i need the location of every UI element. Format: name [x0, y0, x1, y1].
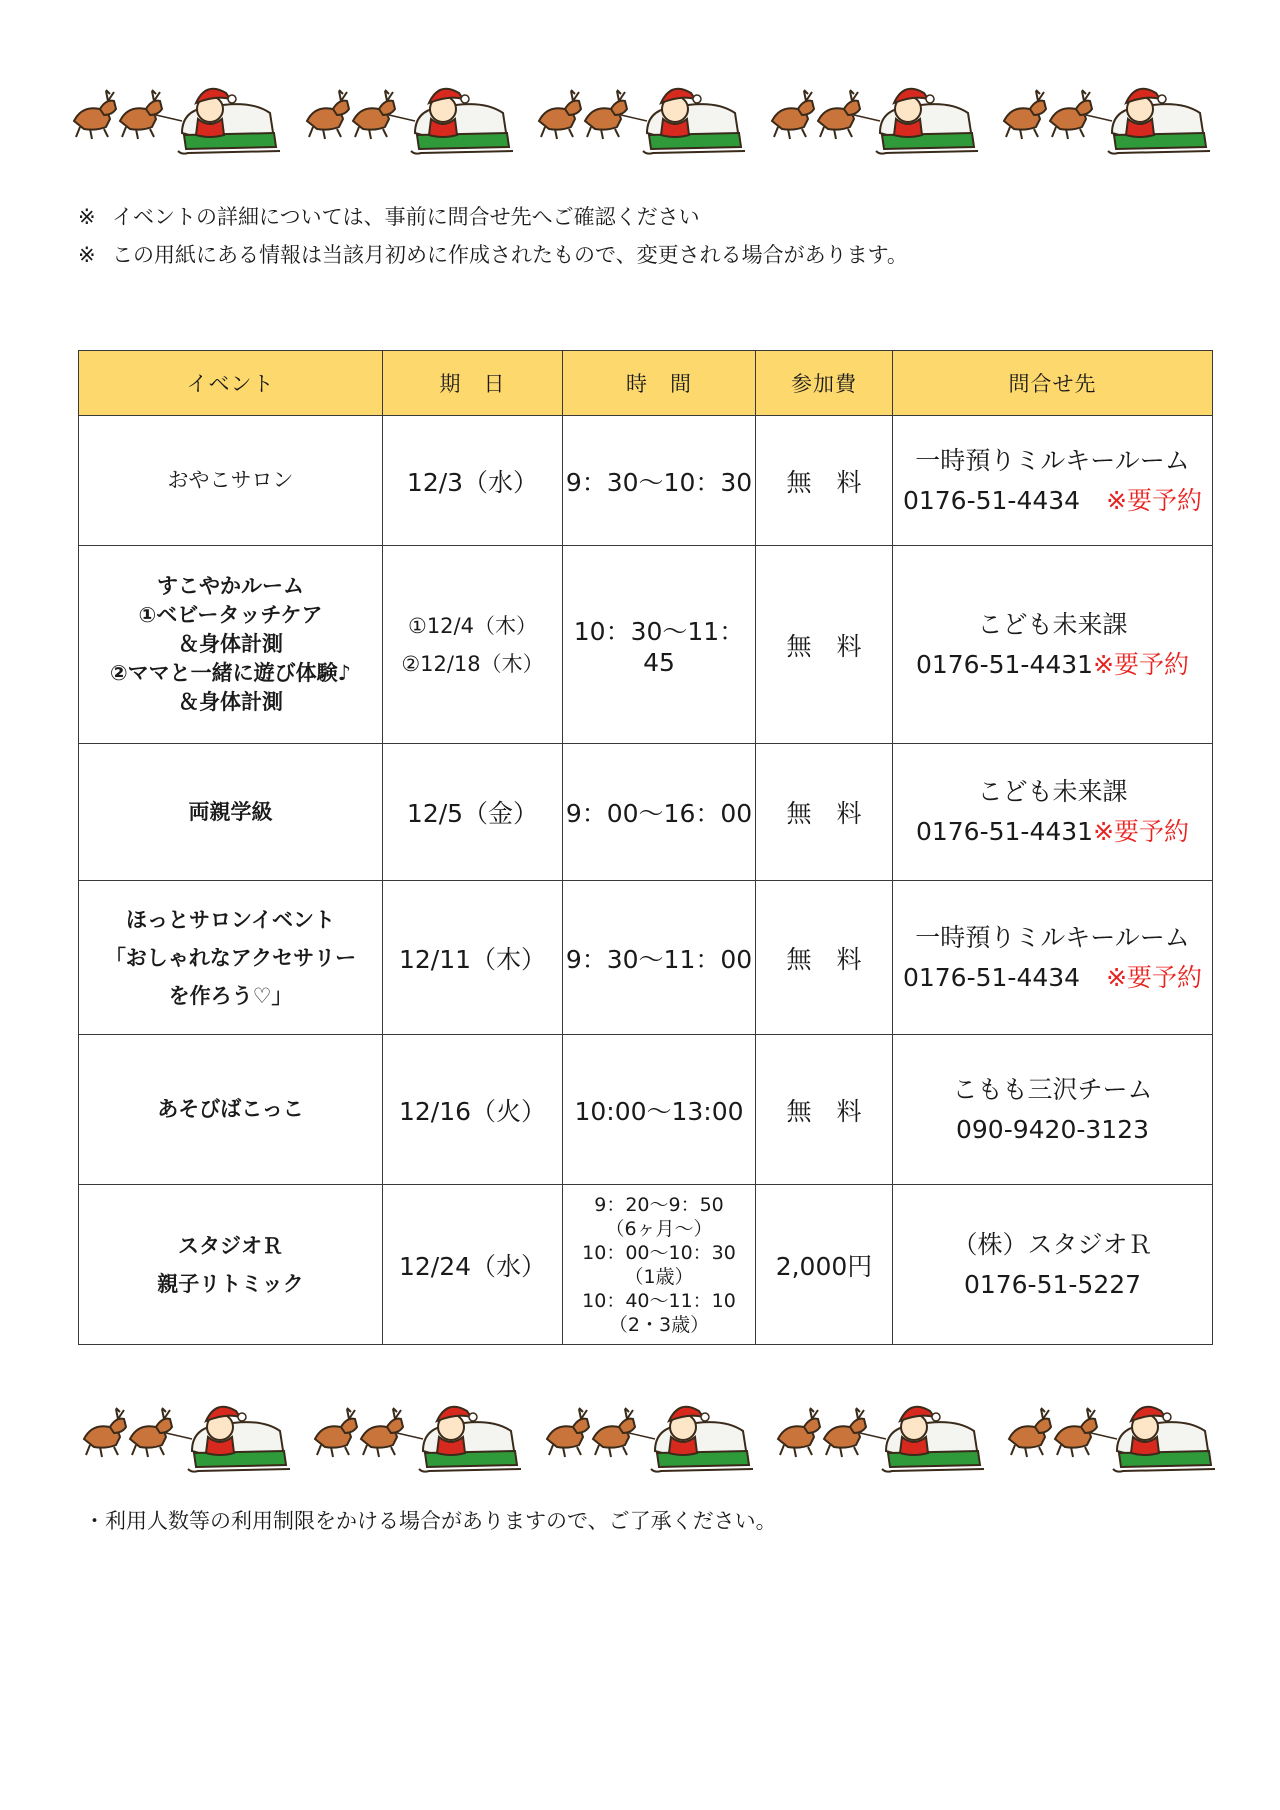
date-line: ②12/18（木）	[401, 651, 544, 676]
event-cell	[79, 744, 383, 881]
note-text: この用紙にある情報は当該月初めに作成されたもので、変更される場合があります。	[112, 243, 908, 267]
time-line: （6ヶ月～）	[605, 1217, 713, 1240]
santa-sleigh-reindeer-icon	[311, 1393, 521, 1473]
note-mark: ※	[78, 205, 96, 229]
contact-phone-line	[893, 812, 1212, 852]
contact-cell	[893, 881, 1213, 1035]
header-contact: 問合せ先	[893, 351, 1213, 416]
table-row	[79, 416, 1213, 546]
contact-name: こもも三沢チーム	[952, 1074, 1153, 1104]
event-line: 両親学級	[188, 799, 273, 824]
time-cell	[563, 546, 756, 744]
event-line: ＆身体計測	[178, 632, 283, 656]
time-line: 9：00～16：00	[565, 799, 753, 828]
fee-cell: 2,000円	[756, 1185, 893, 1345]
table-header-row	[79, 351, 1213, 416]
date-line: ①12/4（木）	[408, 613, 537, 638]
santa-sleigh-reindeer-icon	[1005, 1393, 1215, 1473]
contact-cell	[893, 1035, 1213, 1185]
date-cell	[383, 881, 563, 1035]
time-line: 9：20～9：50	[594, 1193, 724, 1216]
time-line: 10：00～10：30	[582, 1241, 736, 1264]
contact-phone-line	[893, 958, 1212, 998]
event-line: あそびばこっこ	[157, 1097, 304, 1121]
time-line: （2・3歳）	[608, 1313, 710, 1336]
contact-phone-line	[893, 481, 1212, 521]
contact-phone: 090-9420-3123	[955, 1114, 1149, 1144]
santa-sleigh-reindeer-icon	[70, 75, 280, 155]
table-row	[79, 1185, 1213, 1345]
date-line: 12/24（水）	[398, 1251, 547, 1281]
event-line: すこやかルーム	[157, 574, 304, 598]
time-line: 9：30～11：00	[565, 944, 753, 974]
santa-sleigh-reindeer-icon	[303, 75, 513, 155]
contact-name: こども未来課	[977, 609, 1128, 639]
event-line: ②ママと一緒に遊び体験♪	[109, 661, 352, 685]
event-line: 「おしゃれなアクセサリー	[104, 945, 357, 970]
time-line: 10：30～11：45	[573, 617, 745, 677]
contact-phone: 0176-51-4431	[915, 817, 1094, 846]
event-line: を作ろう♡」	[168, 983, 293, 1008]
header-time: 時 間	[563, 351, 756, 416]
contact-phone: 0176-51-5227	[963, 1269, 1142, 1299]
date-line: 12/11（木）	[398, 944, 547, 974]
contact-cell	[893, 416, 1213, 546]
contact-name: こども未来課	[977, 777, 1128, 806]
contact-phone: 0176-51-4434	[902, 962, 1081, 992]
santa-sleigh-reindeer-icon	[1000, 75, 1210, 155]
contact-phone-line	[893, 645, 1212, 685]
santa-sleigh-reindeer-icon	[768, 75, 978, 155]
contact-cell	[893, 546, 1213, 744]
fee-cell: 無 料	[756, 744, 893, 881]
notes	[78, 198, 908, 274]
santa-sleigh-reindeer-icon	[543, 1393, 753, 1473]
fee-cell: 無 料	[756, 1035, 893, 1185]
date-cell	[383, 546, 563, 744]
note-line	[78, 198, 908, 236]
date-cell	[383, 416, 563, 546]
time-cell	[563, 1035, 756, 1185]
contact-name: 一時預りミルキールーム	[915, 922, 1190, 952]
contact-cell	[893, 1185, 1213, 1345]
contact-phone: 0176-51-4434	[902, 485, 1081, 515]
fee-cell: 無 料	[756, 881, 893, 1035]
note-line	[78, 236, 908, 274]
event-line: 親子リトミック	[157, 1271, 304, 1296]
time-cell	[563, 881, 756, 1035]
reservation-required-label: ※要予約	[1093, 649, 1190, 679]
table-row	[79, 1035, 1213, 1185]
header-event: イベント	[79, 351, 383, 416]
event-cell	[79, 546, 383, 744]
contact-name: 一時預りミルキールーム	[915, 445, 1190, 475]
event-cell	[79, 1185, 383, 1345]
time-cell	[563, 416, 756, 546]
reservation-required-label: ※要予約	[1106, 962, 1203, 992]
note-mark: ※	[78, 243, 96, 267]
santa-sleigh-reindeer-icon	[535, 75, 745, 155]
header-date: 期 日	[383, 351, 563, 416]
event-line: ほっとサロンイベント	[126, 907, 335, 932]
contact-phone-line	[893, 1110, 1212, 1150]
time-cell	[563, 1185, 756, 1345]
reservation-required-label: ※要予約	[1106, 485, 1203, 515]
santa-sleigh-reindeer-icon	[80, 1393, 290, 1473]
time-line: 9：30～10：30	[565, 467, 753, 497]
header-fee: 参加費	[756, 351, 893, 416]
table-row	[79, 744, 1213, 881]
fee-cell: 無 料	[756, 416, 893, 546]
note-text: イベントの詳細については、事前に問合せ先へご確認ください	[112, 205, 700, 229]
date-cell	[383, 1035, 563, 1185]
date-line: 12/16（火）	[398, 1096, 547, 1126]
table-row	[79, 546, 1213, 744]
time-line: 10:00～13:00	[574, 1096, 744, 1126]
fee-cell: 無 料	[756, 546, 893, 744]
contact-cell	[893, 744, 1213, 881]
date-cell	[383, 744, 563, 881]
event-cell	[79, 881, 383, 1035]
time-line: 10：40～11：10	[582, 1289, 736, 1312]
time-line: （1歳）	[624, 1265, 694, 1288]
footnote: ・利用人数等の利用制限をかける場合がありますので、ご了承ください。	[84, 1509, 777, 1533]
table-row	[79, 881, 1213, 1035]
event-cell	[79, 1035, 383, 1185]
event-line: おやこサロン	[167, 468, 294, 492]
bottom-decoration	[80, 1393, 1215, 1473]
date-line: 12/3（水）	[406, 467, 539, 497]
event-line: ①ベビータッチケア	[138, 603, 323, 627]
events-table	[78, 350, 1213, 1345]
event-line: ＆身体計測	[178, 690, 283, 714]
reservation-required-label: ※要予約	[1093, 817, 1190, 846]
time-cell	[563, 744, 756, 881]
contact-phone-line	[893, 1265, 1212, 1305]
event-line: スタジオＲ	[178, 1233, 283, 1258]
santa-sleigh-reindeer-icon	[774, 1393, 984, 1473]
contact-name: （株）スタジオＲ	[952, 1229, 1153, 1259]
date-line: 12/5（金）	[406, 799, 539, 828]
contact-phone: 0176-51-4431	[915, 649, 1094, 679]
event-cell	[79, 416, 383, 546]
top-decoration	[70, 75, 1210, 155]
date-cell	[383, 1185, 563, 1345]
